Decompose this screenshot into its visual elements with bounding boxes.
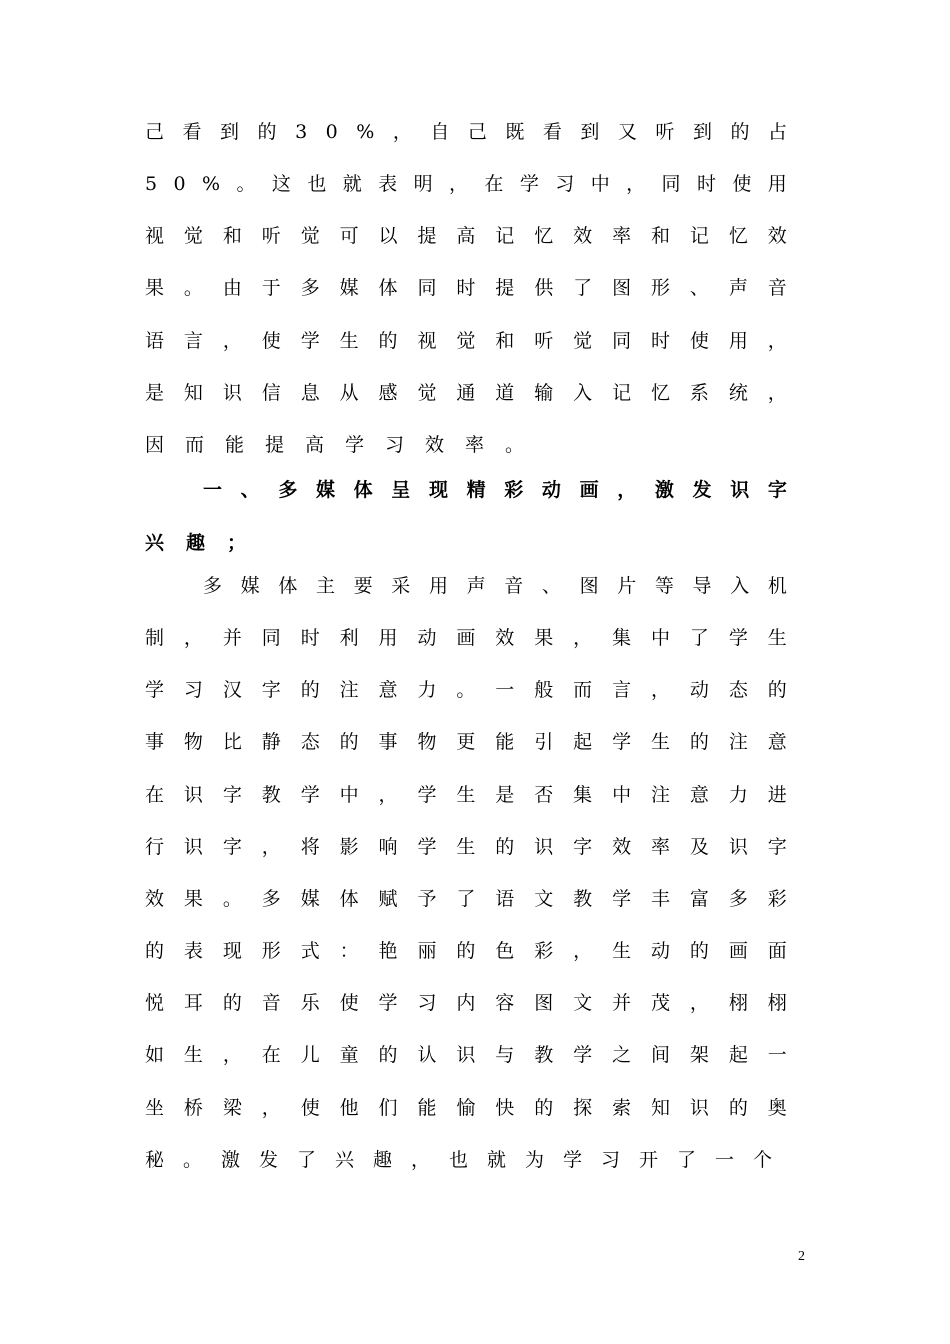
paragraph-line: 制 ， 并 同 时 利 用 动 画 效 果 ， 集 中 了 学 生 xyxy=(145,627,787,649)
section-heading: 一 、 多 媒 体 呈 现 精 彩 动 画 ， 激 发 识 字 xyxy=(203,479,787,501)
paragraph-line: 事 物 比 静 态 的 事 物 更 能 引 起 学 生 的 注 意 xyxy=(145,731,787,753)
text-line: 是 知 识 信 息 从 感 觉 通 道 输 入 记 忆 系 统 ， xyxy=(145,382,787,404)
paragraph-line: 秘。激发了兴趣，也就为学习开了一个 xyxy=(145,1149,792,1171)
text-line: 果 。 由 于 多 媒 体 同 时 提 供 了 图 形 、 声 音 xyxy=(145,277,787,299)
text-line: 因而能提高学习效率。 xyxy=(145,434,546,456)
paragraph-line: 如 生 ， 在 儿 童 的 认 识 与 教 学 之 间 架 起 一 xyxy=(145,1044,787,1066)
paragraph-line: 行 识 字 ， 将 影 响 学 生 的 识 字 效 率 及 识 字 xyxy=(145,836,787,858)
paragraph-line: 效 果 。 多 媒 体 赋 予 了 语 文 教 学 丰 富 多 彩 xyxy=(145,888,787,910)
page-number: 2 xyxy=(798,1249,805,1264)
paragraph-line: 在 识 字 教 学 中 ， 学 生 是 否 集 中 注 意 力 进 xyxy=(145,784,787,806)
paragraph-line: 学 习 汉 字 的 注 意 力 。 一 般 而 言 ， 动 态 的 xyxy=(145,679,787,701)
section-heading-continuation: 兴趣； xyxy=(145,532,269,554)
text-line: 视 觉 和 听 觉 可 以 提 高 记 忆 效 率 和 记 忆 效 xyxy=(145,225,787,247)
paragraph-line: 多 媒 体 主 要 采 用 声 音 、 图 片 等 导 入 机 xyxy=(203,575,787,597)
paragraph-line: 坐 桥 梁 ， 使 他 们 能 愉 快 的 探 索 知 识 的 奥 xyxy=(145,1097,787,1119)
paragraph-line: 悦 耳 的 音 乐 使 学 习 内 容 图 文 并 茂 ， 栩 栩 xyxy=(145,992,787,1014)
text-line: 语 言 ， 使 学 生 的 视 觉 和 听 觉 同 时 使 用 ， xyxy=(145,330,787,352)
paragraph-line: 的 表 现 形 式 ： 艳 丽 的 色 彩 ， 生 动 的 画 面 xyxy=(145,940,787,962)
text-line: 己 看 到 的 3 0 % ， 自 己 既 看 到 又 听 到 的 占 xyxy=(145,121,787,143)
text-line: 5 0 % 。 这 也 就 表 明 ， 在 学 习 中 ， 同 时 使 用 xyxy=(145,173,787,195)
